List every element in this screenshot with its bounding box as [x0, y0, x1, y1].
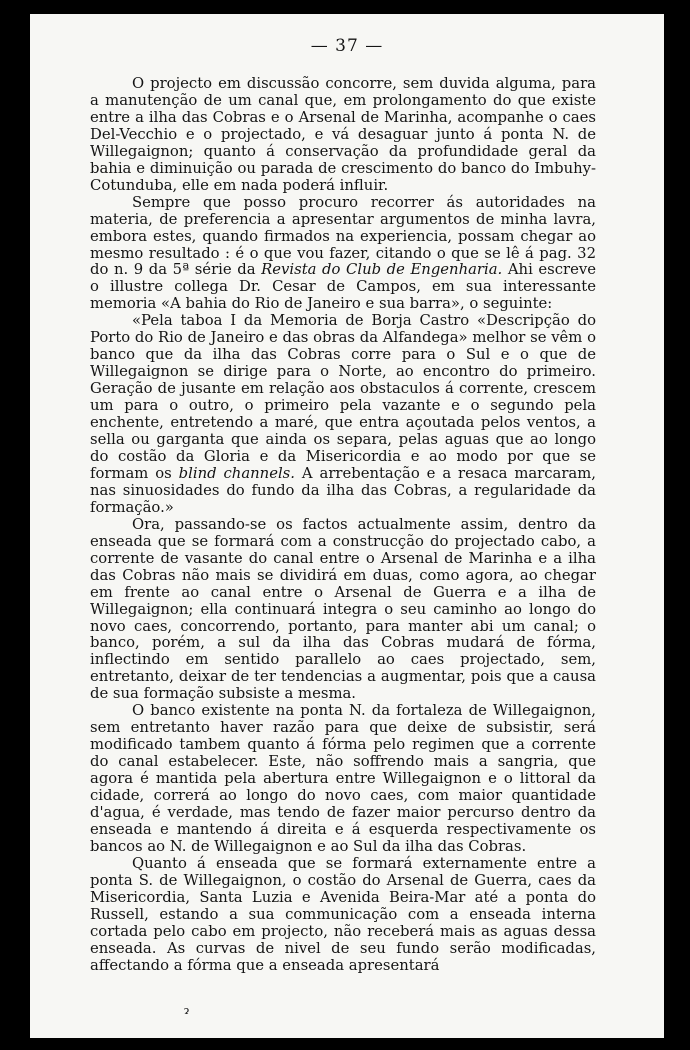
- page-number: — 37 —: [310, 36, 384, 56]
- paragraph-6: [90, 856, 596, 975]
- body-text: [90, 76, 596, 975]
- stray-ink-mark: ɂ: [184, 1004, 190, 1017]
- book-page: [30, 14, 664, 1038]
- paragraph-6-text: Quanto á enseada que se formará externamente entre a ponta S. de Willegaignon, o costão do Arsenal de Guerra, caes da Misericordia, Santa Luzia e Avenida Beira-Mar até a ponta do Russell, estando a sua communicação com a enseada interna cortada pelo cabo em projecto, não receberá mais as aguas dessa enseada. As curvas de nivel de seu fundo serão modificadas, affectando a fórma que a enseada apresentará: [90, 854, 596, 974]
- paragraph-4: [90, 517, 596, 703]
- paragraph-1-text: O projecto em discussão concorre, sem duvida alguma, para a manutenção de um canal que, em prolongamento do que existe entre a ilha das Cobras e o Arsenal de Marinha, acompanhe o caes Del-Vecchio e o projectado, e vá desaguar junto á ponta N. de Willegaignon; quanto á conservação da profundidade geral da bahia e diminuição ou parada de crescimento do banco do Imbuhy-Cotunduba, elle em nada poderá influir.: [90, 75, 596, 194]
- paragraph-2-text-b: Ahi escreve o illustre collega Dr. Cesar de Campos, em sua interessante memoria «A bahia do Rio de Janeiro e sua barra», o seguinte:: [90, 261, 596, 313]
- paragraph-2: [90, 195, 596, 314]
- paragraph-1: [90, 76, 596, 195]
- paragraph-2-text-a: Sempre que posso procuro recorrer ás autoridades na materia, de preferencia a apresentar argumentos de minha lavra, embora estes, quando firmados na experiencia, possam chegar ao mesmo resultado : é o que vou fazer, citando o que se lê á pag. 32 do n. 9 da 5ª série da: [90, 193, 596, 279]
- paragraph-3-text-a: «Pela taboa I da Memoria de Borja Castro «Descripção do Porto do Rio de Janeiro e das obras da Alfandega» melhor se vêm o banco que da ilha das Cobras corre para o Sul e o que de Willegaignon se dirige para o Norte, ao encontro do primeiro. Geração de jusante em relação aos obstaculos á corrente, crescem um para o outro, o primeiro pela vazante e o segundo pela enchente, entretendo a maré, que entra açoutada pelos ventos, a sella ou garganta que ainda os separa, pelas aguas que ao longo do costão da Gloria e da Misericordia e ao modo por que se formam os: [90, 312, 596, 482]
- paragraph-5-text: O banco existente na ponta N. da fortaleza de Willegaignon, sem entretanto haver razão para que deixe de subsistir, será modificado tambem quanto á fórma pelo regimen que a corrente do canal estabelecer. Este, não soffrendo mais a sangria, que agora é mantida pela abertura entre Willegaignon e o littoral da cidade, correrá ao longo do novo caes, com maior quantidade d'agua, é verdade, mas tendo de fazer maior percurso dentro da enseada e mantendo á direita e á esquerda respectivamente os bancos ao N. de Willegaignon e ao Sul da ilha das Cobras.: [90, 702, 596, 855]
- paragraph-5: [90, 703, 596, 856]
- paragraph-3-quotation: [90, 313, 596, 516]
- paragraph-3-text-b: A arrebentação e a resaca marcaram, nas sinuosidades do fundo da ilha das Cobras, a regularidade da formação.»: [90, 464, 596, 516]
- paragraph-4-text: Ora, passando-se os factos actualmente assim, dentro da enseada que se formará com a construcção do projectado cabo, a corrente de vasante do canal entre o Arsenal de Marinha e a ilha das Cobras não mais se dividirá em duas, como agora, ao chegar em frente ao canal entre o Arsenal de Guerra e a ilha de Willegaignon; ella continuará integra o seu caminho ao longo do novo caes, concorrendo, portanto, para manter abi um canal; o banco, porém, a sul da ilha das Cobras mudará de fórma, inflectindo em sentido parallelo ao caes projectado, sem, entretanto, deixar de ter tendencias a augmentar, pois que a causa de sua formação subsiste a mesma.: [90, 515, 596, 703]
- blind-channels-term: blind channels.: [178, 464, 295, 482]
- journal-title: Revista do Club de Engenharia.: [261, 261, 503, 279]
